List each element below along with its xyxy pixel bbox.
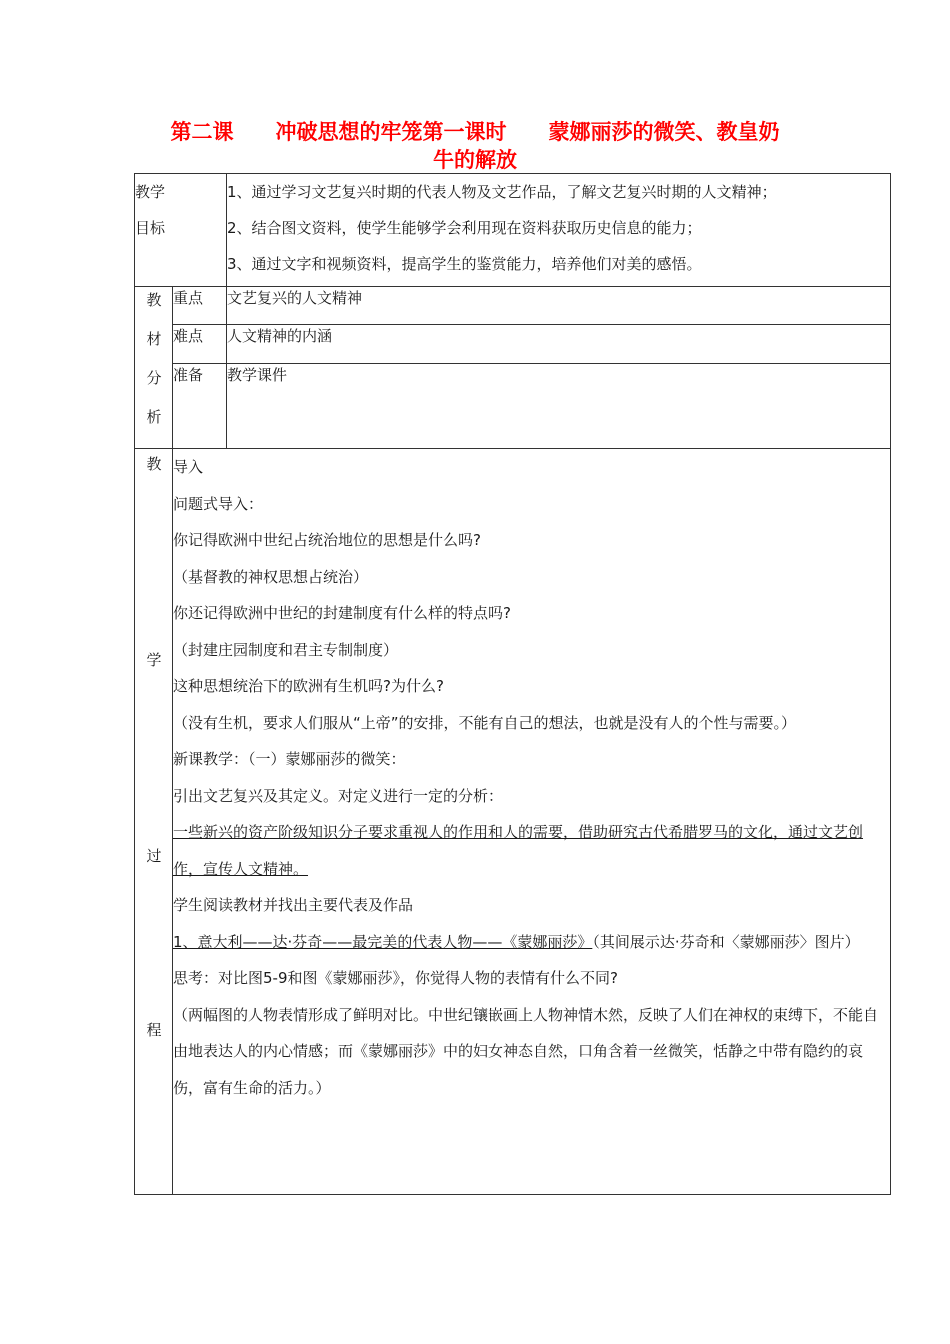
analysis-vertical-label: [135, 287, 173, 449]
process-line: （封建庄园制度和君主专制制度）: [173, 640, 399, 659]
analysis-char: 教: [146, 291, 162, 309]
analysis-row-preparation: [135, 364, 891, 449]
process-row: [135, 449, 891, 1195]
process-line: （没有生机，要求人们服从“上帝”的安排，不能有自己的想法，也就是没有人的个性与需要。）: [173, 713, 797, 732]
process-line: （基督教的神权思想占统治）: [173, 567, 369, 586]
analysis-label: 准备: [173, 364, 227, 449]
analysis-value: 教学课件: [227, 364, 891, 449]
analysis-value: 文艺复兴的人文精神: [227, 287, 891, 325]
process-line: 学生阅读教材并找出主要代表及作品: [173, 896, 414, 914]
analysis-row-key: [135, 287, 891, 325]
goal-item: 3、通过文字和视频资料，提高学生的鉴赏能力，培养他们对美的感悟。: [227, 255, 702, 273]
goals-label: [135, 174, 227, 287]
process-line: 这种思想统治下的欧洲有生机吗?为什么?: [173, 677, 444, 695]
process-line: 导入: [173, 458, 204, 476]
process-line: 引出文艺复兴及其定义。对定义进行一定的分析：: [173, 786, 504, 805]
title-line-1: 第二课 冲破思想的牢笼第一课时 蒙娜丽莎的微笑、教皇奶: [170, 120, 780, 144]
analysis-char: 析: [146, 408, 162, 426]
goals-content: [227, 174, 891, 287]
lesson-title: [0, 118, 950, 174]
representative-note: （其间展示达·芬奇和〈蒙娜丽莎〉图片）: [592, 932, 860, 951]
analysis-char: 材: [146, 330, 162, 348]
analysis-char: 分: [146, 369, 162, 387]
goals-label-line-1: 教学: [135, 183, 166, 201]
representative-line: [173, 924, 890, 961]
analysis-label: 难点: [173, 325, 227, 364]
process-char: 教: [146, 455, 162, 473]
process-char: 学: [146, 651, 162, 669]
analysis-value: 人文精神的内涵: [227, 325, 891, 364]
lesson-plan-table: [134, 173, 891, 1195]
title-line-2: 牛的解放: [433, 148, 517, 172]
goals-label-line-2: 目标: [135, 219, 166, 237]
analysis-row-difficulty: [135, 325, 891, 364]
process-content: [173, 449, 891, 1195]
renaissance-definition: 一些新兴的资产阶级知识分子要求重视人的作用和人的需要，借助研究古代希腊罗马的文化，通过文艺创作，宣传人文精神。: [173, 823, 864, 878]
analysis-label: 重点: [173, 287, 227, 325]
process-line: 你还记得欧洲中世纪的封建制度有什么样的特点吗?: [173, 604, 511, 622]
goal-item: 2、结合图文资料，使学生能够学会利用现在资料获取历史信息的能力；: [227, 219, 702, 237]
process-char: 过: [146, 847, 162, 865]
process-line: 新课教学：（一）蒙娜丽莎的微笑：: [173, 750, 406, 768]
goals-row: [135, 174, 891, 287]
process-line: 你记得欧洲中世纪占统治地位的思想是什么吗?: [173, 531, 481, 549]
think-answer: （两幅图的人物表情形成了鲜明对比。中世纪镶嵌画上人物神情木然，反映了人们在神权的束缚下，不能自由地表达人的内心情感；而《蒙娜丽莎》中的妇女神态自然，口角含着一丝微笑，恬静之中带有隐约的哀伤，富有生命的活力。）: [173, 1005, 879, 1097]
process-line: 问题式导入：: [173, 494, 264, 513]
goal-item: 1、通过学习文艺复兴时期的代表人物及文艺作品，了解文艺复兴时期的人文精神；: [227, 183, 777, 201]
think-question: 思考：对比图5-9和图《蒙娜丽莎》，你觉得人物的表情有什么不同?: [173, 969, 618, 987]
process-char: 程: [146, 1021, 162, 1039]
process-vertical-label: [135, 449, 173, 1195]
representative-underlined: 1、意大利——达·芬奇——最完美的代表人物——《蒙娜丽莎》: [173, 932, 593, 951]
